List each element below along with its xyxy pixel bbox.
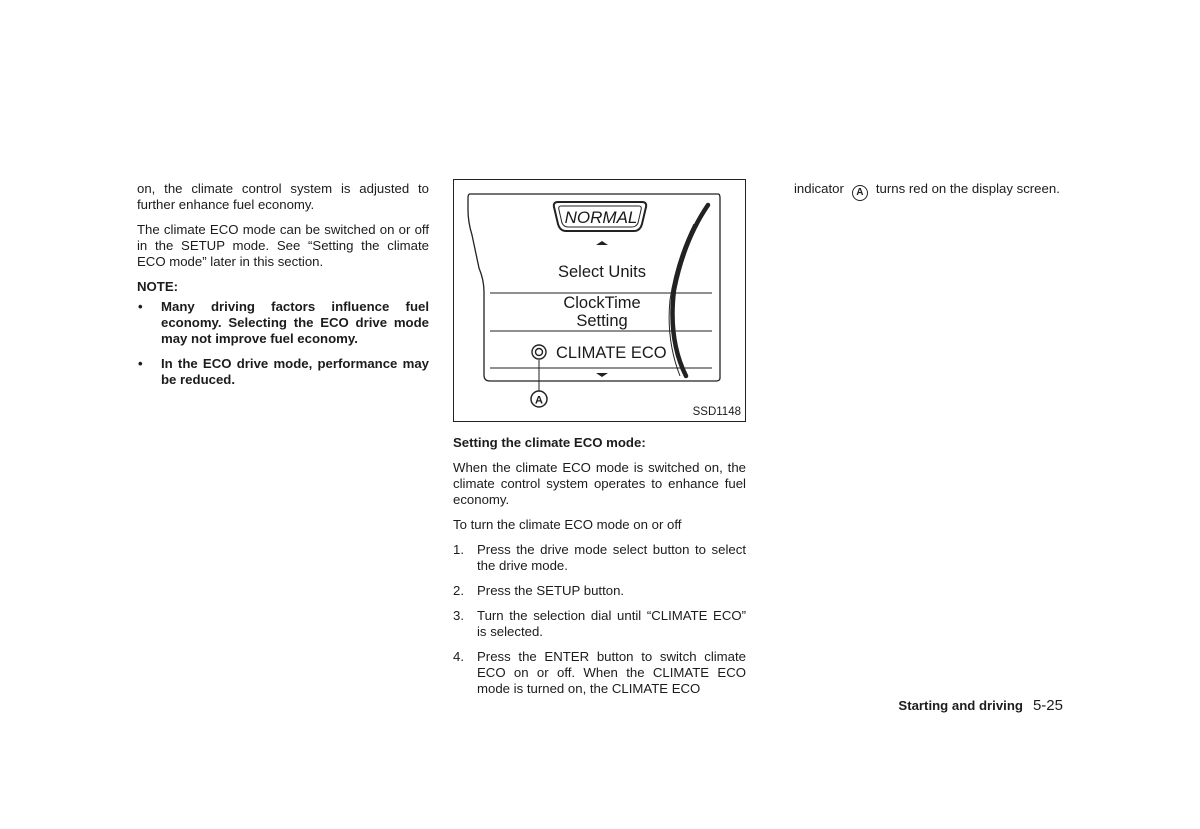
- step-text: Press the drive mode select button to select the drive mode.: [477, 542, 746, 573]
- step-item: [453, 542, 746, 574]
- note-heading: NOTE:: [137, 279, 179, 294]
- callout-a-label: A: [535, 394, 543, 407]
- right-column: [794, 181, 1063, 210]
- step-text: Press the ENTER button to switch climate ECO on or off. When the CLIMATE ECO mode is turned on, the CLIMATE ECO: [477, 649, 746, 696]
- figure-code: SSD1148: [692, 406, 741, 418]
- step-number: 2.: [453, 583, 464, 598]
- note-bullet-text: In the ECO drive mode, performance may be reduced.: [161, 356, 429, 387]
- note-bullet-item: [137, 356, 429, 388]
- menu-item-setting: Setting: [576, 312, 628, 330]
- left-paragraph-1: on, the climate control system is adjusted to further enhance fuel economy.: [137, 181, 429, 212]
- step-number: 1.: [453, 542, 464, 557]
- display-screen-drawing: [454, 180, 747, 423]
- left-paragraph-2: The climate ECO mode can be switched on or off in the SETUP mode. See “Setting the climate ECO mode” later in this section.: [137, 222, 429, 269]
- bullet-icon: •: [138, 356, 143, 371]
- footer-section-title: Starting and driving: [898, 698, 1023, 713]
- page-footer: [898, 697, 1063, 715]
- left-column: [137, 181, 429, 397]
- middle-paragraph-1: When the climate ECO mode is switched on, the climate control system operates to enhance fuel economy.: [453, 460, 746, 507]
- display-illustration: [453, 179, 746, 422]
- step-text: Turn the selection dial until “CLIMATE ECO” is selected.: [477, 608, 746, 639]
- scroll-down-icon: [596, 373, 608, 377]
- step-item: [453, 649, 746, 697]
- right-text-before: indicator: [794, 181, 844, 196]
- page-number: 5-25: [1032, 697, 1063, 714]
- section-heading: Setting the climate ECO mode:: [453, 435, 646, 450]
- scroll-up-icon: [596, 241, 608, 245]
- step-text: Press the SETUP button.: [477, 583, 625, 598]
- menu-item-clocktime: ClockTime: [563, 294, 641, 312]
- middle-column: [453, 435, 746, 706]
- menu-item-select-units: Select Units: [557, 263, 647, 281]
- menu-item-climate-eco: CLIMATE ECO: [556, 344, 667, 362]
- note-bullet-list: [137, 299, 429, 388]
- step-item: [453, 583, 746, 599]
- step-item: [453, 608, 746, 640]
- step-number: 3.: [453, 608, 464, 623]
- mode-label: NORMAL: [564, 208, 638, 227]
- steps-list: [453, 542, 746, 697]
- eco-indicator-icon: [532, 345, 546, 359]
- note-bullet-text: Many driving factors influence fuel economy. Selecting the ECO drive mode may not improve fuel economy.: [161, 299, 429, 346]
- middle-paragraph-2: To turn the climate ECO mode on or off: [453, 517, 682, 532]
- eco-indicator-inner-icon: [536, 349, 543, 356]
- step-number: 4.: [453, 649, 464, 664]
- right-text-after: turns red on the display screen.: [875, 181, 1060, 196]
- right-paragraph: [794, 181, 1063, 201]
- bullet-icon: •: [138, 299, 143, 314]
- note-bullet-item: [137, 299, 429, 347]
- callout-a-inline-icon: A: [852, 185, 868, 201]
